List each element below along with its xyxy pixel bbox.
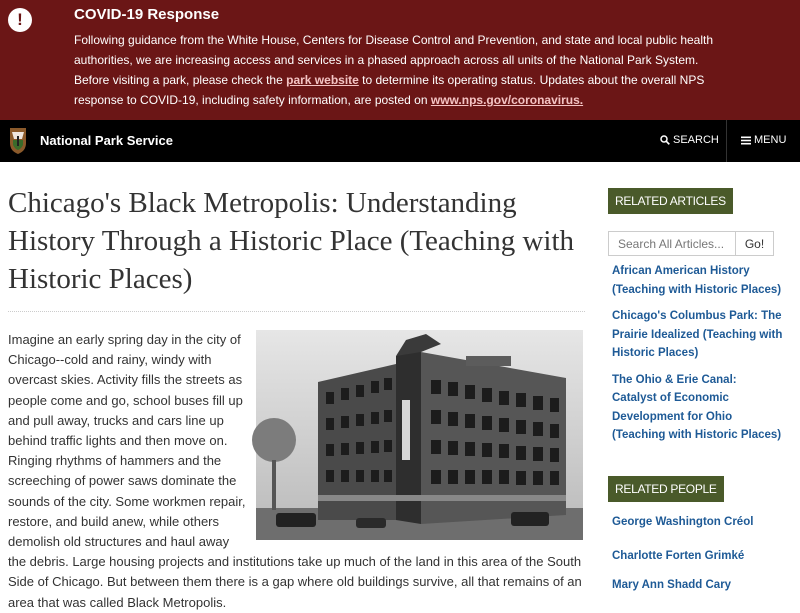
related-articles-list <box>612 262 784 453</box>
related-person-link[interactable]: Charlotte Forten Grimké <box>612 550 745 562</box>
menu-button[interactable] <box>741 134 786 146</box>
related-person-link[interactable]: Mary Ann Shadd Cary <box>612 579 732 591</box>
search-label: SEARCH <box>673 134 719 146</box>
alert-icon: ! <box>8 8 32 32</box>
search-button[interactable] <box>660 134 719 146</box>
related-people-heading: RELATED PEOPLE <box>608 476 724 502</box>
site-header <box>0 120 800 162</box>
header-divider <box>726 120 727 162</box>
related-article-link[interactable]: Chicago's Columbus Park: The Prairie Idealized (Teaching with Historic Places) <box>612 310 783 359</box>
search-go-button[interactable]: Go! <box>736 231 774 256</box>
park-website-link[interactable]: park website <box>286 73 359 87</box>
menu-label: MENU <box>754 134 787 146</box>
title-divider <box>8 311 585 312</box>
related-article-link[interactable]: African American History (Teaching with Historic Places) <box>612 265 782 296</box>
hamburger-icon <box>741 136 751 145</box>
article-paragraph: Imagine an early spring day in the city of Chicago--cold and rainy, windy with overcast skies. Activity fills the streets as people come and go, school buses fill up and pull away, trucks and cars line up behind traffic lights and then move on. Ringing rhythms of hammers and the screeching of power saws dominate the sounds of the city. Some workmen repair, restore, and build anew, while others demolish old structures and haul away the debris. Large housing projects and institutions take up much of the land in this area of the South Side of Chicago. But between them there is a gap where old buildings survive, all that remains of an area that was called Black Metropolis. <box>8 332 582 610</box>
related-person-link[interactable]: George Washington Créol <box>612 516 754 528</box>
site-name[interactable]: National Park Service <box>40 133 173 148</box>
nps-arrowhead-logo-icon[interactable] <box>8 127 28 155</box>
article-search-input[interactable] <box>608 231 736 256</box>
alert-title: COVID-19 Response <box>74 6 220 23</box>
covid-alert-banner <box>0 0 800 120</box>
related-articles-heading: RELATED ARTICLES <box>608 188 733 214</box>
historic-building-photo[interactable] <box>256 330 583 540</box>
article-search-form <box>608 231 774 256</box>
related-people-list <box>612 513 784 600</box>
article-body <box>8 330 583 613</box>
page-title: Chicago's Black Metropolis: Understanding History Through a Historic Place (Teaching with Historic Places) <box>8 187 575 295</box>
alert-text: Following guidance from the White House, Centers for Disease Control and Prevention, and state and local public health authorities, we are increasing access and services in a phased approach across all units of the National Park System. Before visiting a park, please check the park website to determine its operating status. Updates about the overall NPS response to COVID-19, including safety information, are posted on www.nps.gov/coronavirus. <box>74 33 714 107</box>
search-icon <box>660 135 670 145</box>
coronavirus-link[interactable]: www.nps.gov/coronavirus. <box>430 93 584 107</box>
related-article-link[interactable]: The Ohio & Erie Canal: Catalyst of Economic Development for Ohio (Teaching with Historic Places) <box>612 373 782 441</box>
